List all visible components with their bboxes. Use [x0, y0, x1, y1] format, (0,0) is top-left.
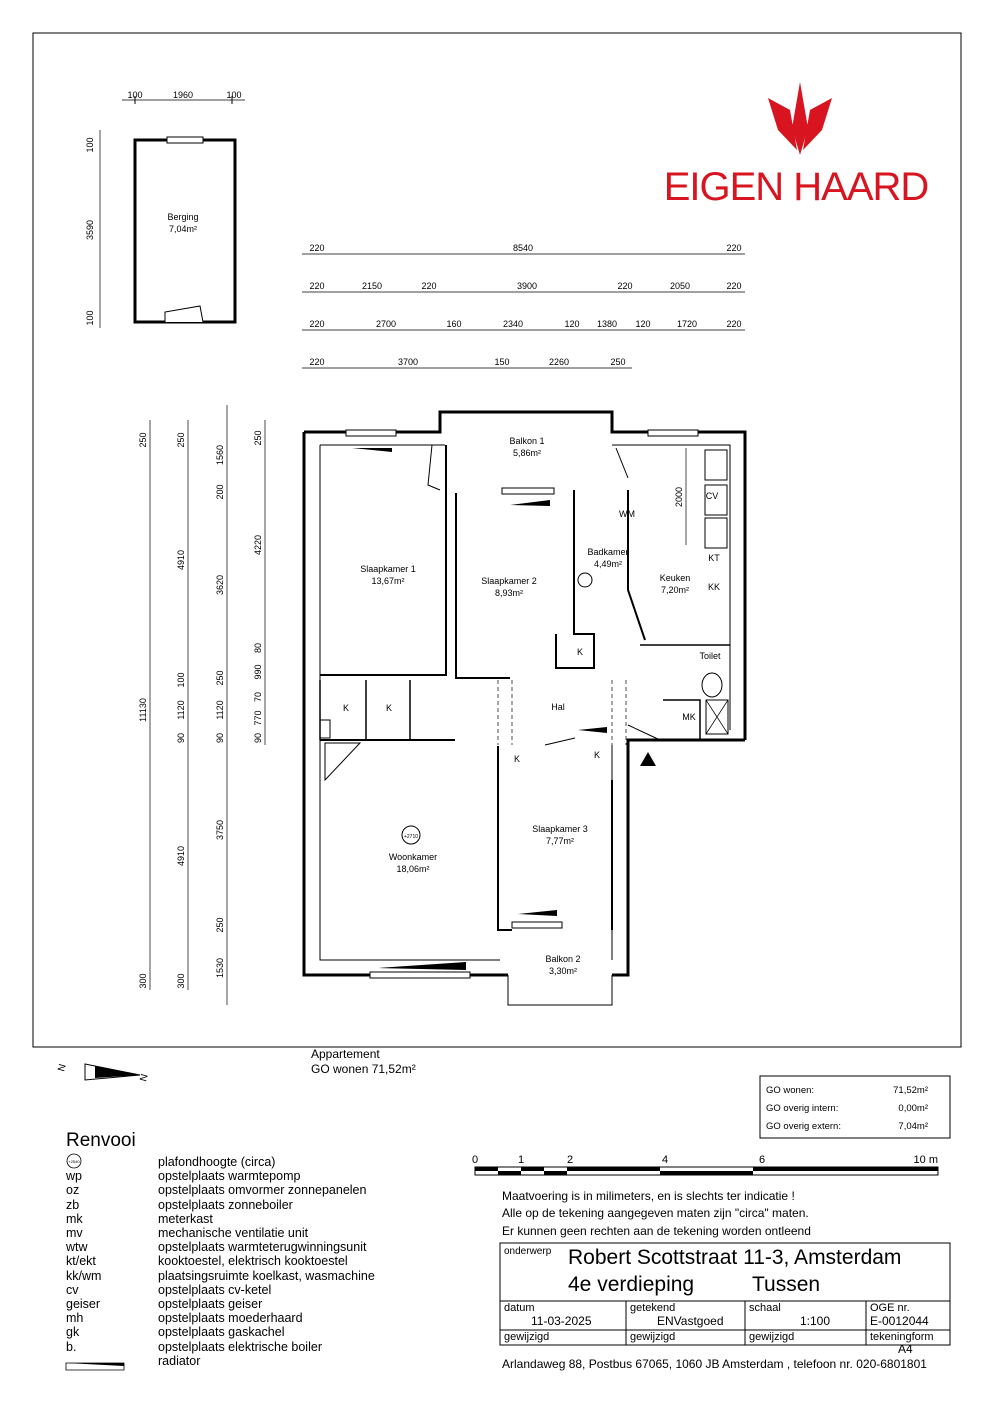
storage-dim-top-1: 100 — [127, 90, 143, 100]
dim-r3-8: 1720 — [676, 319, 698, 329]
fixture-cv: CV — [705, 491, 719, 501]
floor: 4e verdieping — [568, 1273, 695, 1296]
renvooi-description: meterkast — [158, 1211, 213, 1226]
storage-name: Berging — [167, 212, 199, 222]
kitchen-dim: 2000 — [674, 486, 684, 508]
scale-2: 2 — [566, 1154, 574, 1166]
renvooi-code: kk/wm — [66, 1268, 102, 1283]
dim-c3-7: 3750 — [215, 819, 225, 841]
room-hal-name: Hal — [551, 702, 565, 712]
dim-c2-3: 100 — [176, 672, 186, 688]
renvooi-code: b. — [66, 1339, 77, 1354]
summary-label-2: GO overig intern: — [766, 1103, 839, 1114]
dim-r3-9: 220 — [726, 319, 742, 329]
dim-r1-3: 220 — [726, 243, 742, 253]
renvooi-code: mv — [66, 1226, 83, 1240]
dim-c3-9: 1530 — [215, 957, 225, 979]
renvooi-description: opstelplaats geiser — [158, 1297, 263, 1311]
dim-r3-5: 120 — [564, 319, 580, 329]
dim-r4-4: 2260 — [548, 357, 570, 367]
renvooi-code: geiser — [66, 1297, 101, 1311]
scale-10: 10 m — [913, 1154, 938, 1166]
room-slaapkamer2-area: 8,93m² — [494, 588, 524, 598]
schaal-label: schaal — [749, 1302, 781, 1314]
summary-value-1: 71,52m² — [893, 1085, 928, 1096]
dim-r3-4: 2340 — [502, 319, 524, 329]
dim-c4-7: 90 — [253, 732, 263, 744]
room-balkon2-area: 3,30m² — [548, 966, 578, 976]
dim-c4-5: 70 — [253, 691, 263, 703]
fixture-kk: KK — [707, 582, 721, 592]
dim-r2-2: 2150 — [361, 281, 383, 291]
eigen-haard-logo — [664, 82, 929, 209]
renvooi-symbol-label: +2540 — [68, 1159, 80, 1164]
appartement-title: Appartement — [311, 1047, 380, 1061]
room-woonkamer-name: Woonkamer — [388, 852, 438, 862]
renvooi-description: radiator — [158, 1353, 201, 1368]
storage-plan — [85, 90, 245, 328]
schaal-value: 1:100 — [800, 1314, 831, 1328]
storage-area: 7,04m² — [168, 224, 198, 234]
dim-r2-6: 2050 — [669, 281, 691, 291]
dim-c3-8: 250 — [215, 917, 225, 933]
note-1: Maatvoering is in milimeters, en is slechts ter indicatie ! — [502, 1189, 795, 1203]
renvooi-description: mechanische ventilatie unit — [158, 1226, 309, 1240]
scale-6: 6 — [758, 1154, 766, 1166]
fixture-wm: WM — [619, 509, 635, 519]
entrance-arrow-icon — [640, 752, 656, 766]
renvooi-code: oz — [66, 1183, 80, 1198]
summary-label-1: GO wonen: — [766, 1085, 815, 1096]
dim-r1-1: 220 — [309, 243, 325, 253]
renvooi-description: opstelplaats elektrische boiler — [158, 1339, 322, 1354]
dim-r4-3: 150 — [494, 357, 510, 367]
room-slaapkamer1-area: 13,67m² — [371, 576, 405, 586]
dim-c3-2: 200 — [215, 484, 225, 500]
renvooi-description: opstelplaats zonneboiler — [158, 1197, 293, 1212]
renvooi-code: zb — [66, 1197, 80, 1212]
closet-k-2: K — [385, 703, 393, 713]
renvooi-code: mh — [66, 1311, 84, 1326]
dim-r3-3: 160 — [446, 319, 462, 329]
dim-r3-2: 2700 — [375, 319, 397, 329]
dim-c4-2: 4220 — [253, 534, 263, 556]
renvooi-code: mk — [66, 1211, 83, 1226]
dim-c1-3: 300 — [138, 973, 148, 989]
datum-value: 11-03-2025 — [531, 1314, 592, 1328]
renvooi-description: plaatsingsruimte koelkast, wasmachine — [158, 1268, 375, 1283]
svg-text:N: N — [56, 1062, 69, 1073]
dim-r3-6: 1380 — [596, 319, 618, 329]
scale-4: 4 — [661, 1154, 669, 1166]
summary-label-3: GO overig extern: — [766, 1121, 841, 1132]
address: Robert Scottstraat 11-3, Amsterdam — [568, 1246, 902, 1269]
area-summary-box — [760, 1076, 950, 1138]
scale-0: 0 — [471, 1154, 479, 1166]
room-woonkamer-area: 18,06m² — [396, 864, 430, 874]
room-badkamer-area: 4,49m² — [593, 559, 623, 569]
dim-r3-1: 220 — [309, 319, 325, 329]
dim-r1-2: 8540 — [512, 243, 534, 253]
dim-c4-1: 250 — [253, 430, 263, 446]
dim-c2-6: 4910 — [176, 845, 186, 867]
getekend-label: getekend — [630, 1302, 676, 1314]
dim-r2-4: 3900 — [516, 281, 538, 291]
room-balkon1-area: 5,86m² — [512, 448, 542, 458]
room-keuken-area: 7,20m² — [660, 585, 690, 595]
dim-c2-5: 90 — [176, 732, 186, 744]
renvooi-description: kooktoestel, elektrisch kooktoestel — [158, 1254, 348, 1269]
tekeningform-value: A4 — [898, 1342, 913, 1356]
renvooi-description: opstelplaats omvormer zonnepanelen — [158, 1183, 367, 1198]
room-slaapkamer1-name: Slaapkamer 1 — [360, 564, 416, 574]
dim-c1-2: 11130 — [138, 698, 148, 722]
room-slaapkamer3-name: Slaapkamer 3 — [532, 824, 588, 834]
dimension-columns — [138, 405, 265, 1005]
shower-icon — [578, 573, 592, 587]
dimension-rows — [302, 243, 745, 368]
renvooi-code: gk — [66, 1325, 80, 1340]
renvooi-description: opstelplaats warmtepomp — [158, 1169, 301, 1184]
dim-r2-3: 220 — [421, 281, 437, 291]
storage-dim-left-3: 100 — [85, 310, 95, 326]
onderwerp-label: onderwerp — [504, 1246, 552, 1257]
dim-r4-2: 3700 — [397, 357, 419, 367]
renvooi-code: wtw — [66, 1240, 88, 1255]
room-slaapkamer3-area: 7,77m² — [545, 836, 575, 846]
dim-c1-1: 250 — [138, 432, 148, 448]
gewijzigd-2: gewijzigd — [630, 1331, 676, 1343]
scale-bar — [472, 1154, 938, 1175]
oge-label: OGE nr. — [870, 1302, 910, 1314]
renvooi-description: plafondhoogte (circa) — [158, 1155, 276, 1169]
storage-dim-left-1: 100 — [85, 137, 95, 153]
oge-value: E-0012044 — [870, 1314, 929, 1328]
dim-r2-7: 220 — [726, 281, 742, 291]
tekeningform-label: tekeningform — [870, 1331, 934, 1343]
room-balkon1-name: Balkon 1 — [509, 436, 545, 446]
fixture-kt: KT — [708, 553, 720, 563]
dim-r4-5: 250 — [610, 357, 626, 367]
appartement-go: GO wonen 71,52m² — [311, 1062, 416, 1076]
gewijzigd-3: gewijzigd — [749, 1331, 795, 1343]
logo-text: EIGEN HAARD — [663, 165, 929, 209]
room-balkon2-name: Balkon 2 — [545, 954, 581, 964]
closet-k-1: K — [342, 703, 350, 713]
dim-c3-1: 1560 — [215, 444, 225, 466]
svg-text:N: N — [138, 1072, 151, 1083]
dim-c3-6: 90 — [215, 732, 225, 744]
renvooi-description: opstelplaats moederhaard — [158, 1311, 303, 1326]
ceiling-height-label: +2710 — [403, 834, 419, 840]
getekend-value: ENVastgoed — [657, 1314, 724, 1328]
position: Tussen — [752, 1273, 821, 1296]
gewijzigd-1: gewijzigd — [504, 1331, 550, 1343]
dim-c4-6: 770 — [253, 710, 263, 726]
storage-dim-left-2: 3590 — [85, 219, 95, 241]
renvooi-description: opstelplaats gaskachel — [158, 1325, 285, 1340]
summary-value-2: 0,00m² — [898, 1103, 928, 1114]
closet-k-3: K — [576, 647, 584, 657]
dim-c2-2: 4910 — [176, 549, 186, 571]
renvooi-description: opstelplaats warmteterugwinningsunit — [158, 1240, 367, 1255]
closet-k-4: K — [513, 754, 521, 764]
dim-c4-3: 80 — [253, 642, 263, 654]
storage-dim-top-3: 100 — [226, 90, 242, 100]
summary-value-3: 7,04m² — [898, 1121, 928, 1132]
dim-c3-4: 250 — [215, 670, 225, 686]
room-slaapkamer2-name: Slaapkamer 2 — [481, 576, 537, 586]
dim-c2-4: 1120 — [176, 700, 186, 720]
dim-c2-7: 300 — [176, 973, 186, 989]
dim-c3-5: 1120 — [215, 700, 225, 720]
dim-r3-7: 120 — [635, 319, 651, 329]
footer-address: Arlandaweg 88, Postbus 67065, 1060 JB Amsterdam , telefoon nr. 020-6801801 — [502, 1357, 927, 1371]
renvooi-code: cv — [66, 1282, 79, 1297]
renvooi-code: wp — [66, 1169, 82, 1184]
dim-r2-5: 220 — [617, 281, 633, 291]
dim-r2-1: 220 — [309, 281, 325, 291]
room-badkamer-name: Badkamer — [587, 547, 629, 557]
north-arrow-icon — [56, 1063, 150, 1083]
renvooi-code: kt/ekt — [66, 1254, 96, 1269]
closet-k-5: K — [593, 750, 601, 760]
room-keuken-name: Keuken — [659, 573, 691, 583]
fixture-mk: MK — [682, 712, 696, 722]
note-3: Er kunnen geen rechten aan de tekening worden ontleend — [502, 1224, 811, 1238]
datum-label: datum — [504, 1302, 535, 1314]
note-2: Alle op de tekening aangegeven maten zijn "circa" maten. — [502, 1206, 809, 1220]
dim-c4-4: 990 — [253, 664, 263, 680]
renvooi-description: opstelplaats cv-ketel — [158, 1282, 272, 1297]
fixture-toilet: Toilet — [699, 651, 721, 661]
dim-r4-1: 220 — [309, 357, 325, 367]
scale-1: 1 — [517, 1154, 525, 1166]
dim-c2-1: 250 — [176, 432, 186, 448]
storage-dim-top-2: 1960 — [172, 90, 194, 100]
dim-c3-3: 3620 — [215, 574, 225, 596]
renvooi-title: Renvooi — [66, 1130, 136, 1151]
